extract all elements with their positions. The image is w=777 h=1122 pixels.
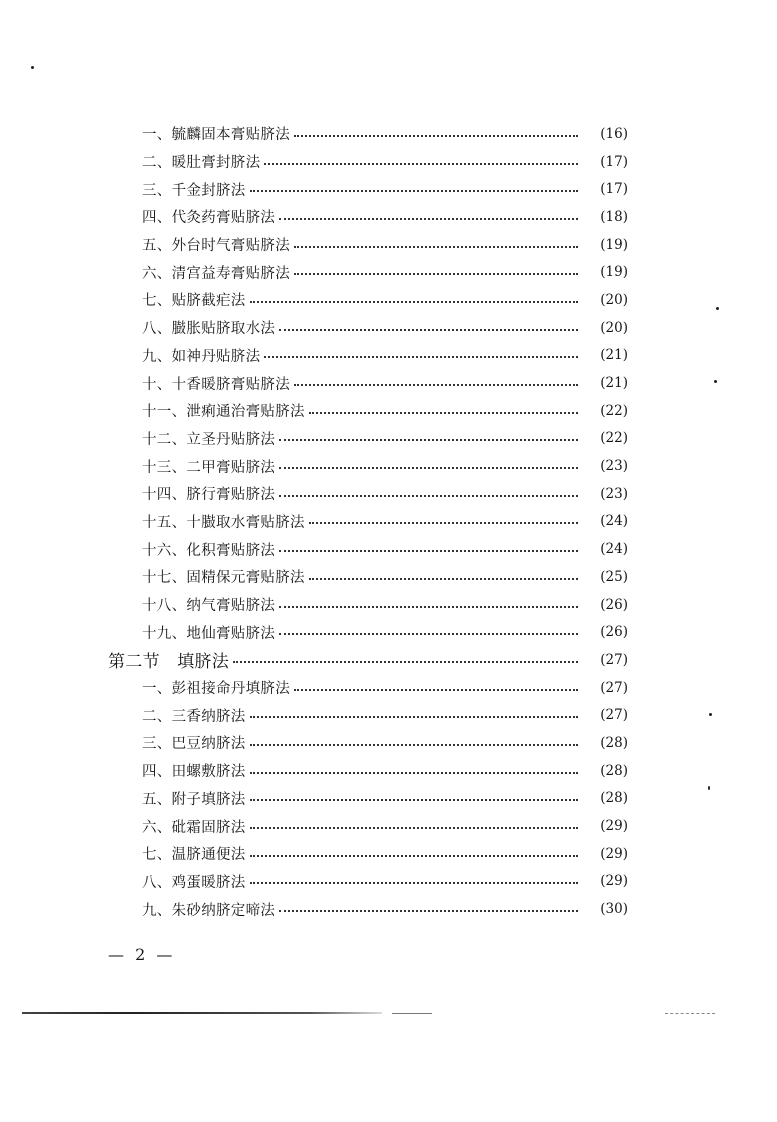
toc-entry [108, 508, 628, 536]
toc-entry-label: 十九、地仙膏贴脐法 [142, 625, 276, 642]
dot-leader [250, 716, 578, 718]
dot-leader [279, 606, 578, 608]
toc-entry [108, 175, 628, 203]
scan-edge-rule [22, 1012, 382, 1014]
toc-entry [108, 674, 628, 702]
toc-entry-label: 一、彭祖接命丹填脐法 [142, 681, 290, 698]
scan-speck [31, 66, 34, 69]
toc-entry-label: 十四、脐行膏贴脐法 [142, 487, 276, 504]
toc-entry [108, 342, 628, 370]
dot-leader [279, 218, 578, 220]
toc-entry-label: 三、巴豆纳脐法 [142, 736, 246, 753]
toc-entry [108, 812, 628, 840]
toc-entry [108, 535, 628, 563]
dot-leader [279, 329, 578, 331]
toc-entry-label: 七、温脐通便法 [142, 847, 246, 864]
dot-leader [250, 827, 578, 829]
toc-entry-label: 十三、二甲膏贴脐法 [142, 459, 276, 476]
toc-entry-page: (17) [600, 153, 628, 170]
dot-leader [250, 882, 578, 884]
toc-entry-page: (22) [600, 430, 628, 447]
dot-leader [264, 163, 578, 165]
toc-entry-page: (17) [600, 181, 628, 198]
toc-entry-page: (20) [600, 291, 628, 308]
toc-entry-page: (21) [600, 347, 628, 364]
dot-leader [250, 855, 578, 857]
toc-entry [108, 618, 628, 646]
dot-leader [279, 495, 578, 497]
dot-leader [250, 744, 578, 746]
dot-leader [250, 301, 578, 303]
toc-entry-page: (27) [600, 651, 628, 668]
dot-leader [294, 689, 578, 691]
toc-entry [108, 148, 628, 176]
toc-entry [108, 729, 628, 757]
toc-entry [108, 563, 628, 591]
dot-leader [294, 384, 578, 386]
dot-leader [294, 135, 578, 137]
dot-leader [279, 550, 578, 552]
toc-entry-page: (23) [600, 485, 628, 502]
toc-entry [108, 701, 628, 729]
toc-entry-page: (25) [600, 568, 628, 585]
toc-entry [108, 757, 628, 785]
toc-entry-label: 十八、纳气膏贴脐法 [142, 598, 276, 615]
toc-entry [108, 314, 628, 342]
toc-entry-page: (28) [600, 734, 628, 751]
toc-entry-page: (23) [600, 458, 628, 475]
toc-entry-label: 十二、立圣丹贴脐法 [142, 431, 276, 448]
toc-entry-page: (19) [600, 264, 628, 281]
toc-entry [108, 120, 628, 148]
toc-entry-label: 十六、化积膏贴脐法 [142, 542, 276, 559]
toc-entry-label: 八、臌胀贴脐取水法 [142, 321, 276, 338]
toc-entry [108, 785, 628, 813]
toc-entry-label: 八、鸡蛋暖脐法 [142, 874, 246, 891]
dot-leader [250, 772, 578, 774]
running-header [300, 0, 470, 6]
toc-entry-label: 十一、泄痢通治膏贴脐法 [142, 404, 305, 421]
toc-entry-label: 六、清宫益寿膏贴脐法 [142, 265, 290, 282]
dot-leader [250, 799, 578, 801]
scan-speck [708, 786, 710, 790]
toc-entry-label: 十、十香暖脐膏贴脐法 [142, 376, 290, 393]
toc-entry-page: (16) [600, 125, 628, 142]
dot-leader [279, 633, 578, 635]
toc-entry-page: (24) [600, 513, 628, 530]
toc-entry-label: 六、砒霜固脐法 [142, 819, 246, 836]
dot-leader [233, 661, 578, 663]
toc-entry [108, 868, 628, 896]
toc-entry-label: 十七、固精保元膏贴脐法 [142, 570, 305, 587]
toc-entry-page: (18) [600, 208, 628, 225]
toc-entry [108, 286, 628, 314]
toc-entry-label: 一、毓麟固本膏贴脐法 [142, 127, 290, 144]
toc-entry [108, 480, 628, 508]
toc-entry-page: (26) [600, 596, 628, 613]
dot-leader [279, 439, 578, 441]
toc-entry-page: (19) [600, 236, 628, 253]
toc-entry-page: (29) [600, 873, 628, 890]
toc-entry-label: 第二节 填脐法 [108, 652, 230, 673]
dot-leader [264, 356, 578, 358]
toc-entry-page: (28) [600, 762, 628, 779]
dot-leader [294, 246, 578, 248]
toc-entry-page: (28) [600, 790, 628, 807]
toc-entry-page: (27) [600, 707, 628, 724]
toc-entry-page: (27) [600, 679, 628, 696]
toc-entry-page: (29) [600, 845, 628, 862]
toc-entry-label: 二、三香纳脐法 [142, 708, 246, 725]
dot-leader [250, 190, 578, 192]
page-number: — 2 — [108, 945, 176, 964]
toc-entry [108, 258, 628, 286]
dot-leader [279, 467, 578, 469]
toc-entry [108, 895, 628, 923]
toc-entry-page: (30) [600, 901, 628, 918]
toc-entry [108, 397, 628, 425]
scan-speck [709, 713, 712, 716]
toc-entry-label: 七、贴脐截疟法 [142, 293, 246, 310]
toc-entry-page: (24) [600, 541, 628, 558]
dot-leader [279, 910, 578, 912]
toc-entry-label: 五、外台时气膏贴脐法 [142, 238, 290, 255]
toc-entry-label: 四、代灸药膏贴脐法 [142, 210, 276, 227]
toc-entry [108, 591, 628, 619]
toc-section-heading [108, 646, 628, 674]
toc-entry-label: 九、朱砂纳脐定啼法 [142, 902, 276, 919]
scan-speck [714, 380, 717, 383]
toc-entry [108, 369, 628, 397]
dot-leader [309, 578, 578, 580]
toc-entry-label: 三、千金封脐法 [142, 182, 246, 199]
dot-leader [309, 412, 578, 414]
toc-entry-page: (21) [600, 375, 628, 392]
scan-edge-rule-fragment [665, 1013, 715, 1014]
toc-entry-page: (26) [600, 624, 628, 641]
toc-entry-label: 二、暖肚膏封脐法 [142, 155, 261, 172]
toc-entry-label: 五、附子填脐法 [142, 791, 246, 808]
toc-entry-page: (29) [600, 818, 628, 835]
scan-speck [716, 307, 719, 310]
scan-edge-rule-fragment [392, 1013, 432, 1014]
toc-entry-label: 四、田螺敷脐法 [142, 764, 246, 781]
toc-entry-page: (22) [600, 402, 628, 419]
toc-entry [108, 203, 628, 231]
toc-entry [108, 452, 628, 480]
toc-entry-label: 九、如神丹贴脐法 [142, 348, 261, 365]
table-of-contents [108, 120, 628, 923]
toc-entry-label: 十五、十臌取水膏贴脐法 [142, 514, 305, 531]
toc-entry [108, 425, 628, 453]
dot-leader [294, 273, 578, 275]
toc-entry [108, 231, 628, 259]
dot-leader [309, 522, 578, 524]
toc-entry [108, 840, 628, 868]
toc-entry-page: (20) [600, 319, 628, 336]
